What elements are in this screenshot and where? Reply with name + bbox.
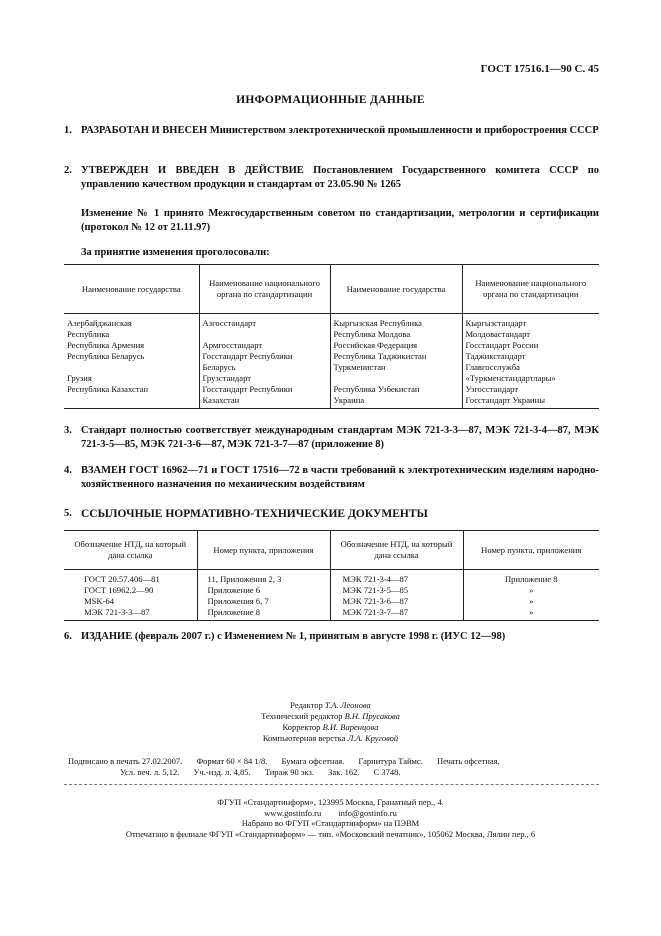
publishing-field: Уч.-изд. л. 4,85. — [193, 767, 251, 777]
column-header: Наименование государства — [64, 265, 199, 314]
section-number: 6. — [64, 631, 72, 642]
table-cell: МЭК 721-3-6—87 — [342, 596, 409, 606]
section-lead: ИЗДАНИЕ (февраль 2007 г.) с Изменением № 1, принятым в августе 1998 г. (ИУС 12—98) — [81, 631, 506, 642]
table-cell — [203, 329, 327, 340]
publishing-field: Формат 60 × 84 1/8. — [196, 756, 268, 766]
publishing-line-2 — [120, 767, 413, 777]
section-number: 4. — [64, 465, 72, 476]
table-row — [64, 570, 599, 621]
table-cell: Главгосслужба — [465, 362, 520, 372]
credit-role: Технический редактор — [261, 711, 343, 721]
section-2 — [64, 164, 599, 192]
table-cell: Кыргызстандарт — [465, 318, 527, 328]
amendment-note: Изменение № 1 принято Межгосударственным советом по стандартизации, метрологии и сертификации (протокол № 12 от 21.11.97) — [81, 208, 599, 233]
table-header-row — [64, 265, 599, 314]
table-cell: Азгосстандарт — [202, 318, 256, 328]
table-cell: MSK-64 — [84, 596, 115, 606]
page-header-reference: ГОСТ 17516.1—90 С. 45 — [480, 63, 599, 75]
table-cell: Армгосстандарт — [202, 340, 263, 350]
publishing-field: Зак. 162. — [328, 767, 360, 777]
document-column — [330, 570, 463, 621]
section-text: Постановлением Государственного комитета СССР по управлению качеством продукции и стандартам от 23.05.90 № 1265 — [81, 165, 599, 190]
section-text: Стандарт полностью соответствует международным стандартам МЭК 721-3-3—87, МЭК 721-3-4—87, МЭК 721-3-5—85, МЭК 721-3-6—87, МЭК 721-3-7—87 (приложение 8) — [81, 425, 599, 450]
table-cell: Республика Казахстан — [67, 384, 149, 394]
section-3 — [64, 424, 599, 452]
section-lead: ВЗАМЕН ГОСТ 16962—71 и ГОСТ 17516—72 — [81, 465, 300, 476]
table-cell: «Туркменстандартлары» — [465, 373, 556, 383]
table-cell: МЭК 721-3-5—85 — [342, 585, 409, 595]
table-cell: Республика Таджикистан — [333, 351, 427, 361]
credit-name: Т.А. Леонова — [324, 700, 371, 710]
publishing-field: С 3748. — [373, 767, 401, 777]
table-cell: Госстандарт Украины — [465, 395, 545, 405]
agency-column — [199, 314, 330, 409]
column-header: Наименование национального органа по стандартизации — [199, 265, 330, 314]
table-cell: Молдовастандарт — [465, 329, 531, 339]
imprint-block — [0, 797, 661, 839]
imprint-line: www.gostinfo.ru info@gostinfo.ru — [264, 807, 397, 818]
credit-line — [0, 722, 661, 733]
publishing-field: Печать офсетная. — [436, 756, 500, 766]
section-number: 1. — [64, 125, 72, 136]
table-cell: ГОСТ 16962.2—90 — [84, 585, 154, 595]
column-header: Номер пункта, приложения — [197, 531, 330, 570]
table-cell: Узгосстандарт — [465, 384, 519, 394]
section-text: в части требований к электротехническим изделиям народно-хозяйственного назначения по механическим воздействиям — [81, 465, 599, 490]
table-cell: Госстандарт России — [465, 340, 539, 350]
section-6 — [64, 630, 599, 644]
publishing-field: Подписано в печать 27.02.2007. — [68, 756, 183, 766]
clause-column — [197, 570, 330, 621]
table-cell: Азербайджанская — [67, 318, 132, 328]
imprint-line: Набрано во ФГУП «Стандартинформ» на ПЭВМ — [241, 818, 420, 828]
publishing-field: Усл. печ. л. 5,12. — [120, 767, 180, 777]
credits-block — [0, 700, 661, 744]
page-title: ИНФОРМАЦИОННЫЕ ДАННЫЕ — [236, 94, 425, 106]
credit-line — [0, 700, 661, 711]
credit-line — [0, 711, 661, 722]
section-number: 2. — [64, 165, 72, 176]
credit-role: Редактор — [290, 700, 323, 710]
column-header: Наименование национального органа по стандартизации — [462, 265, 599, 314]
column-header: Обозначение НТД, на который дана ссылка — [64, 531, 197, 570]
table-cell: Республика Армения — [67, 340, 145, 350]
credit-line — [0, 733, 661, 744]
table-cell: Российская Федерация — [333, 340, 418, 350]
table-cell: Приложение 8 — [207, 607, 261, 617]
section-lead: УТВЕРЖДЕН И ВВЕДЕН В ДЕЙСТВИЕ — [81, 165, 304, 176]
table-cell: МЭК 721-3-4—87 — [342, 574, 409, 584]
table-cell: » — [529, 596, 534, 606]
table-cell: Республика Беларусь — [67, 351, 145, 361]
table-cell: Грузия — [67, 373, 92, 383]
table-cell: МЭК 721-3-3—87 — [84, 607, 150, 617]
table-cell: Казахстан — [202, 395, 240, 405]
table-cell: ГОСТ 20.57.406—81 — [84, 574, 160, 584]
table-header-row — [64, 531, 599, 570]
table-cell: Приложения 6, 7 — [207, 596, 269, 606]
publishing-field: Тираж 90 экз. — [264, 767, 315, 777]
table-cell: Беларусь — [202, 362, 236, 372]
imprint-line: Отпечатано в филиале ФГУП «Стандартинформ» — тип. «Московский печатник», 105062 Москва, Лялин пер., 6 — [125, 828, 536, 839]
section-5 — [64, 507, 599, 522]
table-cell: Приложение 8 — [504, 574, 558, 584]
table-cell: Госстандарт Республики — [202, 351, 293, 361]
divider — [64, 784, 599, 785]
section-number: 5. — [64, 508, 72, 519]
table-cell — [334, 373, 459, 384]
state-column — [64, 314, 199, 409]
table-cell: Грузстандарт — [202, 373, 252, 383]
document-column — [64, 570, 197, 621]
table-cell: Республика Узбекистан — [333, 384, 420, 394]
table-cell: Госстандарт Республики — [202, 384, 293, 394]
credit-name: В.И. Варенцова — [322, 722, 379, 732]
clause-column — [463, 570, 599, 621]
agency-column — [462, 314, 599, 409]
section-lead: ССЫЛОЧНЫЕ НОРМАТИВНО-ТЕХНИЧЕСКИЕ ДОКУМЕНТЫ — [81, 508, 428, 520]
publishing-field: Гарнитура Таймс. — [358, 756, 423, 766]
table-cell: 11, Приложения 2, 3 — [207, 574, 282, 584]
publishing-line-1 — [68, 756, 512, 766]
votes-table — [64, 264, 599, 409]
section-lead: РАЗРАБОТАН И ВНЕСЕН — [81, 125, 208, 136]
column-header: Наименование государства — [330, 265, 462, 314]
section-1 — [64, 124, 599, 138]
section-text: Министерством электротехнической промышленности и приборостроения СССР — [207, 125, 599, 136]
table-cell — [67, 362, 196, 373]
column-header: Номер пункта, приложения — [463, 531, 599, 570]
table-cell: Республика — [67, 329, 110, 339]
references-table — [64, 530, 599, 621]
credit-role: Корректор — [282, 722, 321, 732]
table-cell: Кыргызская Республика — [333, 318, 422, 328]
credit-name: В.Н. Прусакова — [344, 711, 400, 721]
imprint-line: ФГУП «Стандартинформ», 123995 Москва, Гранатный пер., 4. — [217, 797, 444, 807]
table-cell: Приложение 6 — [207, 585, 261, 595]
table-cell: » — [529, 607, 534, 617]
table-cell: Туркменистан — [333, 362, 386, 372]
credit-name: Л.А. Круговой — [347, 733, 399, 743]
column-header: Обозначение НТД, на который дана ссылка — [330, 531, 463, 570]
table-cell: Украина — [333, 395, 365, 405]
table-cell: Республика Молдова — [333, 329, 411, 339]
table-cell: Таджикстандарт — [465, 351, 526, 361]
publishing-field: Бумага офсетная. — [281, 756, 345, 766]
section-4 — [64, 464, 599, 492]
table-cell: » — [529, 585, 534, 595]
credit-role: Компьютерная верстка — [262, 733, 346, 743]
table-cell: МЭК 721-3-7—87 — [342, 607, 409, 617]
voted-label: За принятие изменения проголосовали: — [81, 247, 270, 258]
table-cell — [67, 395, 196, 406]
state-column — [330, 314, 462, 409]
section-number: 3. — [64, 425, 72, 436]
table-row — [64, 314, 599, 409]
